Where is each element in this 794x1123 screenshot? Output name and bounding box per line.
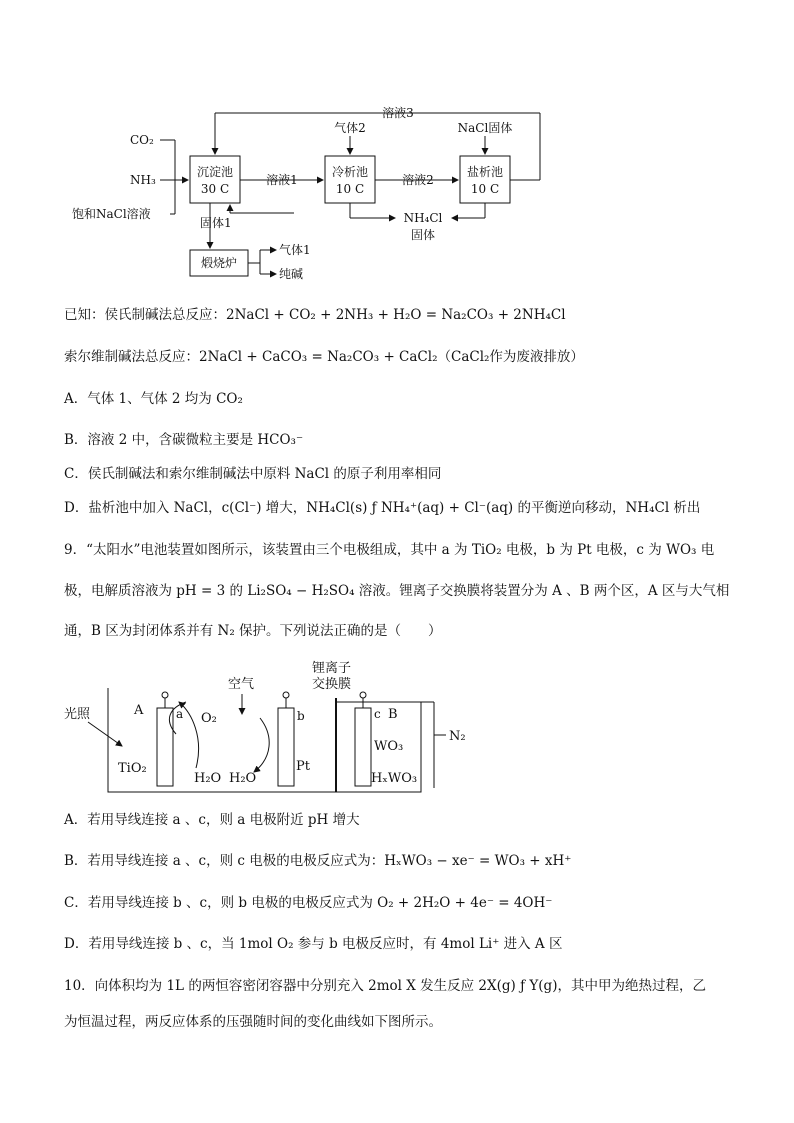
zone-a-label: A [134,703,144,718]
solution2-label: 溶液2 [402,173,434,187]
membrane-label-2: 交换膜 [312,677,352,692]
q8-option-b: B．溶液 2 中，含碳微粒主要是 HCO₃⁻ [64,432,304,448]
nh4cl-solid-label: 固体 [410,228,436,242]
q9-option-d: D．若用导线连接 b 、c，当 1mol O₂ 参与 b 电极反应时，有 4mol Li⁺ 进入 A 区 [64,936,563,952]
n2-label: N₂ [449,729,466,744]
q9-option-c: C．若用导线连接 b 、c，则 b 电极的电极反应式为 O₂ + 2H₂O + 4e⁻ = 4OH⁻ [64,895,553,911]
input-saturated-nacl: 饱和NaCl溶液 [72,207,151,221]
input-co2: CO₂ [130,133,154,147]
nacl-solid-label: NaCl固体 [457,121,513,135]
furnace-label: 煅烧炉 [200,256,238,270]
zone-b-label: B [388,707,398,722]
tank2-name: 冷析池 [331,165,369,179]
h2o-left-label: H₂O [194,771,222,786]
gas2-label: 气体2 [334,121,366,135]
wo3-label: WO₃ [374,739,404,754]
q9-option-b: B．若用导线连接 a 、c，则 c 电极的电极反应式为：HₓWO₃ − xe⁻ = WO₃ + xH⁺ [64,853,572,869]
electrode-b-label: b [297,709,305,723]
solar-water-cell-diagram [64,658,484,798]
q8-known-solvay: 索尔维制碱法总反应：2NaCl + CaCO₃ = Na₂CO₃ + CaCl₂（CaCl₂作为废液排放） [64,349,584,365]
solution1-label: 溶液1 [266,173,298,187]
tank1-temp: 30 C [200,182,230,196]
o2-label: O₂ [201,711,217,726]
input-nh3: NH₃ [130,173,156,187]
tank1-name: 沉淀池 [196,165,234,179]
q9-stem-2: 极，电解质溶液为 pH = 3 的 Li₂SO₄ − H₂SO₄ 溶液。锂离子交换膜将装置分为 A 、B 两个区，A 区与大气相 [64,583,730,599]
q8-option-a: A．气体 1、气体 2 均为 CO₂ [64,391,243,407]
tank2-temp: 10 C [335,182,365,196]
tank3-temp: 10 C [470,182,500,196]
q8-option-d: D．盐析池中加入 NaCl，c(Cl⁻) 增大，NH₄Cl(s) ƒ NH₄⁺(aq) + Cl⁻(aq) 的平衡逆向移动，NH₄Cl 析出 [64,500,701,516]
q10-stem-1: 10．向体积均为 1L 的两恒容密闭容器中分别充入 2mol X 发生反应 2X(g) ƒ Y(g)，其中甲为绝热过程，乙 [64,978,706,994]
electrode-c-label: c [374,707,381,721]
light-label: 光照 [64,707,91,722]
hxwo3-label: HₓWO₃ [371,771,418,786]
process-flow-diagram [60,96,560,296]
q10-stem-2: 为恒温过程，两反应体系的压强随时间的变化曲线如下图所示。 [64,1014,442,1030]
tank3-name: 盐析池 [466,165,504,179]
solid1-label: 固体1 [200,216,232,230]
soda-ash-label: 纯碱 [279,267,304,281]
electrode-a-label: a [176,707,184,721]
membrane-label-1: 锂离子 [312,661,352,676]
q9-option-a: A．若用导线连接 a 、c，则 a 电极附近 pH 增大 [64,812,360,828]
pt-label: Pt [296,759,310,774]
tio2-label: TiO₂ [118,761,147,776]
electrode-a-tio2 [157,708,173,786]
h2o-right-label: H₂O [229,771,257,786]
electrode-c-wo3 [355,708,371,786]
air-label: 空气 [228,677,255,692]
q8-known-hou: 已知：侯氏制碱法总反应：2NaCl + CO₂ + 2NH₃ + H₂O = Na₂CO₃ + 2NH₄Cl [64,307,566,323]
q9-stem-3: 通，B 区为封闭体系并有 N₂ 保护。下列说法正确的是（ ） [64,623,442,639]
nh4cl-label: NH₄Cl [403,211,443,225]
electrode-b-pt [278,708,294,786]
gas1-label: 气体1 [279,243,311,257]
q9-stem-1: 9．“太阳水”电池装置如图所示，该装置由三个电极组成，其中 a 为 TiO₂ 电极，b 为 Pt 电极，c 为 WO₃ 电 [64,542,715,558]
solution3-label: 溶液3 [382,106,414,120]
q8-option-c: C．侯氏制碱法和索尔维制碱法中原料 NaCl 的原子利用率相同 [64,466,442,482]
